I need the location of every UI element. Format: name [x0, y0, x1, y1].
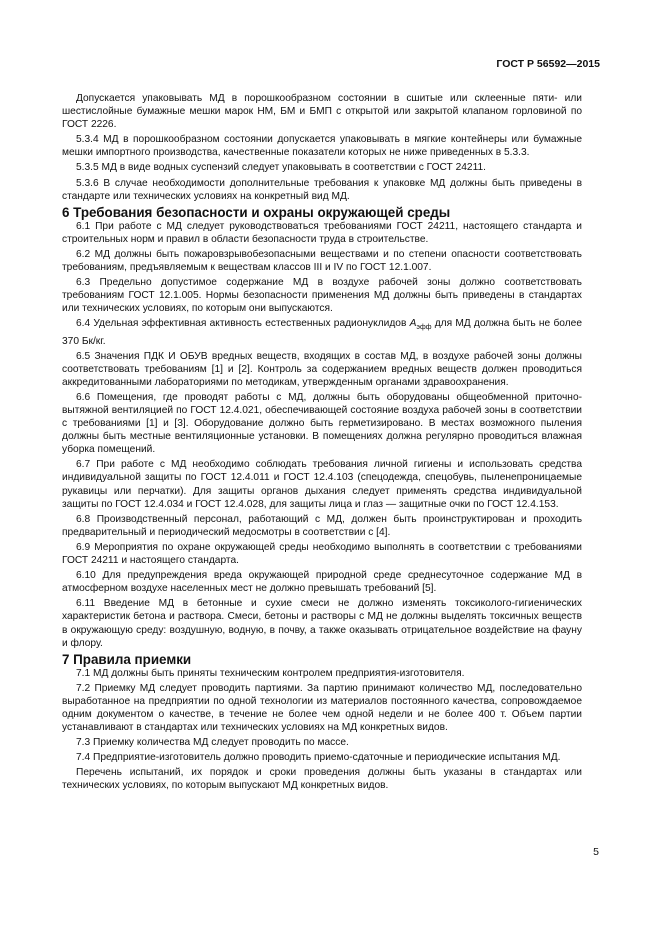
paragraph-7-1: 7.1 МД должны быть приняты техническим контролем предприятия-изготовителя.	[76, 667, 465, 679]
paragraph-6-4-start: 6.4 Удельная эффективная активность естественных радионуклидов	[76, 318, 410, 330]
paragraph-6-1: 6.1 При работе с МД следует руководствоваться требованиями ГОСТ 24211, настоящего стандарта и строительных норм и правил в области безопасности труда в строительстве.	[62, 220, 582, 245]
section-7-heading: 7 Правила приемки	[62, 651, 192, 667]
page-content	[62, 92, 582, 795]
paragraph-6-6: 6.6 Помещения, где проводят работы с МД, должны быть оборудованы общеобменной приточно-вытяжной вентиляцией по ГОСТ 12.4.021, обеспечивающей состояние воздуха рабочей зоны в соответствии с требованиями [1] и [3]. Оборудование должно быть герметизировано. В местах возможного пыления должны быть местные вентиляционные установки. В помещениях должна регулярно проводиться влажная уборка помещений.	[62, 391, 582, 456]
paragraph-packaging-bags: Допускается упаковывать МД в порошкообразном состоянии в сшитые или склеенные пяти- или шестислойные бумажные мешки марок НМ, БМ и БМП с открытой или закрытой клапаном горловиной по ГОСТ 2226.	[62, 93, 582, 131]
paragraph-5-3-5: 5.3.5 МД в виде водных суспензий следует упаковывать в соответствии с ГОСТ 24211.	[76, 162, 486, 174]
section-6-heading: 6 Требования безопасности и охраны окружающей среды	[62, 204, 451, 220]
paragraph-test-list: Перечень испытаний, их порядок и сроки проведения должны быть указаны в стандартах или технических условиях, по которым выпускают МД конкретных видов.	[62, 767, 582, 792]
standard-number: ГОСТ Р 56592—2015	[496, 58, 600, 70]
paragraph-7-3: 7.3 Приемку количества МД следует проводить по массе.	[76, 737, 349, 749]
paragraph-6-2: 6.2 МД должны быть пожаровзрывобезопасными веществами и по степени опасности соответствовать требованиям, предъявляемым к веществам классов III и IV по ГОСТ 12.1.007.	[62, 248, 582, 274]
paragraph-6-11: 6.11 Введение МД в бетонные и сухие смеси не должно изменять токсиколого-гигиенических характеристик бетона и раствора. Смеси, бетоны и растворы с МД не должны выделять токсичных веществ в окружающую среду: воздушную, водную, в почву, а также оказывать отрицательное воздействие на фауну и флору.	[62, 598, 582, 649]
paragraph-6-3: 6.3 Предельно допустимое содержание МД в воздухе рабочей зоны должно соответствовать требованиям ГОСТ 12.1.005. Нормы безопасности применения МД должны быть приведены в стандартах или технических условиях, по которым они выпускаются.	[62, 277, 582, 315]
paragraph-6-7: 6.7 При работе с МД необходимо соблюдать требования личной гигиены и использовать средства индивидуальной защиты по ГОСТ 12.4.011 и ГОСТ 12.4.103 (спецодежда, спецобувь, пыленепроницаемые рукавицы или перчатки). Для защиты органов дыхания следует применять средства индивидуальной защиты по ГОСТ 12.4.034 и ГОСТ 12.4.028, для защиты лица и глаз — защитные очки по ГОСТ 12.4.153.	[62, 459, 582, 510]
paragraph-7-4: 7.4 Предприятие-изготовитель должно проводить приемо-сдаточные и периодические испытания МД.	[76, 752, 561, 764]
paragraph-6-4-end: для МД должна быть не более 370 Бк/кг.	[62, 318, 582, 347]
paragraph-6-10: 6.10 Для предупреждения вреда окружающей природной среде среднесуточное содержание МД в атмосферном воздухе населенных мест не должно превышать требований [5].	[62, 570, 582, 595]
page-number: 5	[593, 846, 599, 858]
paragraph-6-9: 6.9 Мероприятия по охране окружающей среды необходимо выполнять в соответствии с требованиями ГОСТ 24211 и настоящего стандарта.	[62, 541, 582, 567]
paragraph-5-3-6: 5.3.6 В случае необходимости дополнительные требования к упаковке МД должны быть приведены в стандарте или технических условиях на конкретный вид МД.	[62, 177, 582, 202]
paragraph-6-5: 6.5 Значения ПДК И ОБУВ вредных веществ, входящих в состав МД, в воздухе рабочей зоны должны соответствовать требованиям [1] и [2]. Контроль за содержанием вредных веществ должен проводиться аккредитованными лабораториями по методикам, утвержденным органами здравоохранения.	[62, 350, 582, 388]
paragraph-5-3-4: 5.3.4 МД в порошкообразном состоянии допускается упаковывать в мягкие контейнеры или бумажные мешки импортного производства, качественные показатели которых не ниже приведенных в 5.3.3.	[62, 134, 582, 159]
paragraph-7-2: 7.2 Приемку МД следует проводить партиями. За партию принимают количество МД, последовательно выработанное на предприятии по одной технологии из материалов постоянного качества, сопровождаемое одним документом о качестве, в течение не более чем одной недели и не более 400 т. Объем партии устанавливают в стандартах или технических условиях на МД конкретных видов.	[62, 682, 582, 734]
paragraph-6-4	[62, 317, 582, 347]
activity-symbol: A	[409, 318, 417, 330]
paragraph-6-8: 6.8 Производственный персонал, работающий с МД, должен быть проинструктирован и проходить предварительный и периодический медосмотры в соответствии с [4].	[62, 513, 582, 538]
activity-subscript: эфф	[416, 324, 432, 332]
